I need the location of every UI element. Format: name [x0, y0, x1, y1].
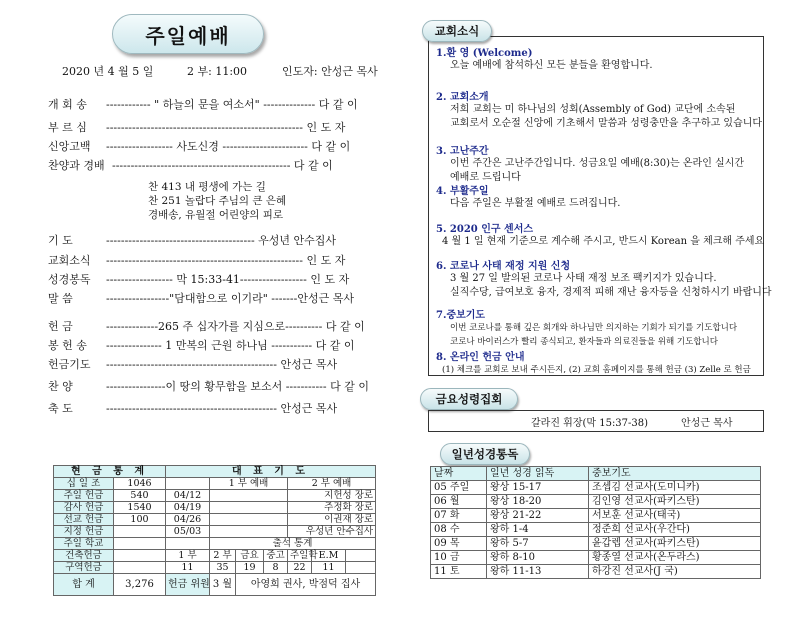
news-text: 실직수당, 급여보호 융자, 경제적 피해 재난 융자등을 신청하시기 바랍니다 [450, 287, 772, 298]
committee-names: 아영희 권사, 박점덕 집사 [236, 574, 376, 596]
table-row [431, 565, 761, 579]
news-heading: 8. 온라인 헌금 안내 [436, 352, 525, 363]
news-text: 3 월 27 일 발의된 코로나 사태 재정 보조 팩키지가 있습니다. [450, 273, 717, 284]
attendance-value: 35 [210, 562, 236, 574]
prayer-leader: 안성근 목사 [681, 417, 733, 429]
offering-amount: 1540 [114, 502, 166, 514]
reading-day: 08 수 [431, 523, 487, 537]
reading-head: 중보기도 [589, 467, 761, 481]
prayer-date: 04/12 [166, 490, 210, 502]
total-value: 3,276 [114, 574, 166, 596]
order-label: 말 씀 [48, 292, 73, 305]
reading-prayer: 황종열 선교사(온두라스) [589, 551, 761, 565]
order-body: ---------------------------------------------- 안성근 목사 [106, 402, 338, 415]
attendance-head: 중고 [264, 550, 288, 562]
offering-name: 감사 헌금 [54, 502, 114, 514]
news-text: 코로나 바이러스가 빨리 종식되고, 환자들과 의료진들을 위해 기도합니다 [450, 337, 718, 347]
reading-passage: 왕하 11-13 [487, 565, 589, 579]
reading-day: 06 월 [431, 495, 487, 509]
order-body: --------------- 1 만복의 근원 하나님 ----------- 다 같 이 [106, 339, 355, 352]
prayer-date: 05/03 [166, 526, 210, 538]
offering-name: 구역헌금 [54, 562, 114, 574]
news-item [436, 257, 772, 300]
prayer-date: 04/19 [166, 502, 210, 514]
attendance-head: 1 부 [166, 550, 210, 562]
reading-day: 05 주일 [431, 481, 487, 495]
offering-name: 건축헌금 [54, 550, 114, 562]
news-heading: 7.중보기도 [436, 310, 486, 321]
reading-prayer: 김인영 선교사(파키스탄) [589, 495, 761, 509]
order-row [48, 378, 374, 394]
reading-passage: 왕상 18-20 [487, 495, 589, 509]
order-label: 부 르 심 [48, 121, 87, 134]
reading-prayer: 서보훈 선교사(태국) [589, 509, 761, 523]
order-row [48, 119, 374, 135]
reading-passage: 왕상 21-22 [487, 509, 589, 523]
hymn-line: 찬 413 내 평생에 가는 길 [148, 181, 266, 193]
table-row [431, 523, 761, 537]
table-row [431, 537, 761, 551]
news-heading: 6. 코로나 사태 재정 지원 신청 [436, 261, 571, 272]
reading-prayer: 하강진 선교사(J 국) [589, 565, 761, 579]
order-row [48, 271, 374, 287]
reading-tag: 일년성경통독 [440, 443, 530, 465]
reading-day: 09 목 [431, 537, 487, 551]
order-body: ----------------------------------------------------- 인 도 자 [106, 254, 346, 267]
order-label: 찬 양 [48, 380, 73, 393]
order-row [48, 290, 374, 306]
reading-passage: 왕하 8-10 [487, 551, 589, 565]
news-text: 이번 코로나를 통해 깊은 회개와 하나님만 의지하는 기회가 되기를 기도합니다 [450, 323, 738, 333]
order-row [48, 400, 374, 416]
prayer-date: 04/26 [166, 514, 210, 526]
attendance-head: 2 부 [210, 550, 236, 562]
reading-day: 10 금 [431, 551, 487, 565]
news-heading: 5. 2020 인구 센서스 [436, 224, 534, 235]
committee-month: 3 월 [210, 574, 236, 596]
service-leader: 인도자: 안성근 목사 [282, 65, 378, 78]
order-row [48, 157, 374, 173]
order-row [48, 356, 374, 372]
attendance-value: 19 [236, 562, 264, 574]
service-1-label: 1 부 예배 [210, 478, 288, 490]
news-text: 예배로 드립니다 [450, 172, 521, 183]
prayer-person: 이권재 장로 [288, 514, 376, 526]
order-row [48, 337, 374, 353]
prayer-head: 대 표 기 도 [166, 466, 376, 478]
offering-amount: 100 [114, 514, 166, 526]
table-row [431, 495, 761, 509]
offering-name: 주일 학교 [54, 538, 114, 550]
order-body: ----------------이 땅의 황무함을 보소서 ----------- 다 같 이 [106, 380, 369, 393]
news-text: 다음 주일은 부활절 예배로 드려집니다. [450, 198, 621, 209]
news-heading: 1.환 영 (Welcome) [436, 48, 533, 59]
news-item [436, 88, 762, 131]
attendance-title: 출석 통계 [210, 538, 376, 550]
news-heading: 4. 부활주일 [436, 186, 489, 197]
attendance-head: 주일학 [288, 550, 312, 562]
order-body: ---------------------------------------- 우성년 안수집사 [106, 234, 337, 247]
order-row [48, 318, 374, 334]
news-text: 4 월 1 일 현재 기준으로 계수해 주시고, 반드시 Korean 을 체크해 주세요 [442, 236, 765, 247]
offering-table [53, 465, 376, 596]
table-row [431, 551, 761, 565]
news-item [436, 142, 744, 185]
attendance-value: 8 [264, 562, 288, 574]
news-item [436, 348, 751, 377]
order-label: 개 회 송 [48, 98, 87, 111]
table-row [431, 509, 761, 523]
news-text: 저희 교회는 미 하나님의 성회(Assembly of God) 교단에 소속된 [450, 104, 736, 115]
order-body: ------------ " 하늘의 문을 여소서" -------------- 다 같 이 [106, 98, 358, 111]
order-row [48, 232, 374, 248]
reading-prayer: 정준희 선교사(우간다) [589, 523, 761, 537]
news-text: 교회로서 오순절 신앙에 기초해서 말씀과 성령충만을 추구하고 있습니다 [450, 118, 763, 129]
order-body: ------------------------------------------------ 다 같 이 [112, 159, 333, 172]
order-body: ------------------ 막 15:33-41------------------ 인 도 자 [106, 273, 350, 286]
order-label: 찬양과 경배 [48, 159, 105, 172]
service-date: 2020 년 4 월 5 일 [62, 65, 154, 78]
attendance-value: 11 [312, 562, 346, 574]
order-label: 축 도 [48, 402, 73, 415]
attendance-value: 11 [166, 562, 210, 574]
news-tag: 교회소식 [422, 20, 492, 42]
news-heading: 3. 고난주간 [436, 146, 489, 157]
prayer-person: 우성년 안수집사 [288, 526, 376, 538]
hymn-line: 경배송, 유월절 어린양의 피로 [148, 209, 284, 221]
reading-prayer: 윤갑렙 선교사(파키스탄) [589, 537, 761, 551]
order-row [48, 138, 374, 154]
reading-head: 날짜 [431, 467, 487, 481]
reading-day: 11 토 [431, 565, 487, 579]
order-label: 봉 헌 송 [48, 339, 87, 352]
offering-name: 십 일 조 [54, 478, 114, 490]
order-label: 성경봉독 [48, 273, 91, 286]
news-item [436, 44, 653, 73]
order-label: 기 도 [48, 234, 73, 247]
news-item [436, 306, 737, 349]
reading-passage: 왕하 5-7 [487, 537, 589, 551]
news-heading: 2. 교회소개 [436, 92, 489, 103]
order-label: 교회소식 [48, 254, 91, 267]
reading-head: 일년 성경 읽독 [487, 467, 589, 481]
reading-passage: 왕하 1-4 [487, 523, 589, 537]
order-row [48, 96, 374, 112]
offering-name: 선교 헌금 [54, 514, 114, 526]
offering-name: 주일 헌금 [54, 490, 114, 502]
order-body: ----------------------------------------------------- 인 도 자 [106, 121, 346, 134]
order-body: ---------------------------------------------- 안성근 목사 [106, 358, 338, 371]
news-item [436, 182, 620, 211]
prayer-box [428, 410, 764, 432]
news-text: 오늘 예배에 참석하신 모든 분들을 환영합니다. [450, 60, 653, 71]
news-text: 이번 주간은 고난주간입니다. 성금요일 예배(8:30)는 온라인 실시간 [450, 158, 745, 169]
reading-prayer: 조셉김 선교사(도미니카) [589, 481, 761, 495]
order-label: 신앙고백 [48, 140, 91, 153]
page-title: 주일예배 [112, 14, 264, 54]
offering-head: 현 금 통 계 [54, 466, 166, 478]
hymn-line: 찬 251 놀랍다 주님의 큰 은혜 [148, 195, 287, 207]
order-body: --------------265 주 십자가를 지심으로---------- 다 같 이 [106, 320, 365, 333]
attendance-value: 22 [288, 562, 312, 574]
table-row [431, 481, 761, 495]
committee-label: 헌금 위원 [166, 574, 210, 596]
attendance-head: E.M [312, 550, 346, 562]
order-row [48, 252, 374, 268]
prayer-tag: 금요성령집회 [420, 388, 518, 410]
prayer-text: 갈라진 휘장(막 15:37-38) [531, 417, 649, 429]
reading-table [430, 466, 761, 579]
offering-amount: 540 [114, 490, 166, 502]
attendance-head: 금요 [236, 550, 264, 562]
offering-amount: 1046 [114, 478, 166, 490]
order-label: 헌금기도 [48, 358, 91, 371]
order-body: ------------------ 사도신경 ----------------------- 다 같 이 [106, 140, 351, 153]
prayer-person: 지헌성 장로 [288, 490, 376, 502]
reading-passage: 왕상 15-17 [487, 481, 589, 495]
news-text: (1) 체크를 교회로 보내 주시든지, (2) 교회 홈페이지를 통해 헌금 (3) Zelle 로 헌금 [442, 365, 751, 375]
order-body: -----------------"담대함으로 이기라" -------안성근 목사 [106, 292, 354, 305]
news-item [436, 220, 764, 249]
order-label: 헌 금 [48, 320, 73, 333]
prayer-person: 주정화 장로 [288, 502, 376, 514]
reading-day: 07 화 [431, 509, 487, 523]
offering-name: 지정 헌금 [54, 526, 114, 538]
service-time: 2 부: 11:00 [187, 65, 248, 78]
service-2-label: 2 부 예배 [288, 478, 376, 490]
total-label: 합 계 [54, 574, 114, 596]
